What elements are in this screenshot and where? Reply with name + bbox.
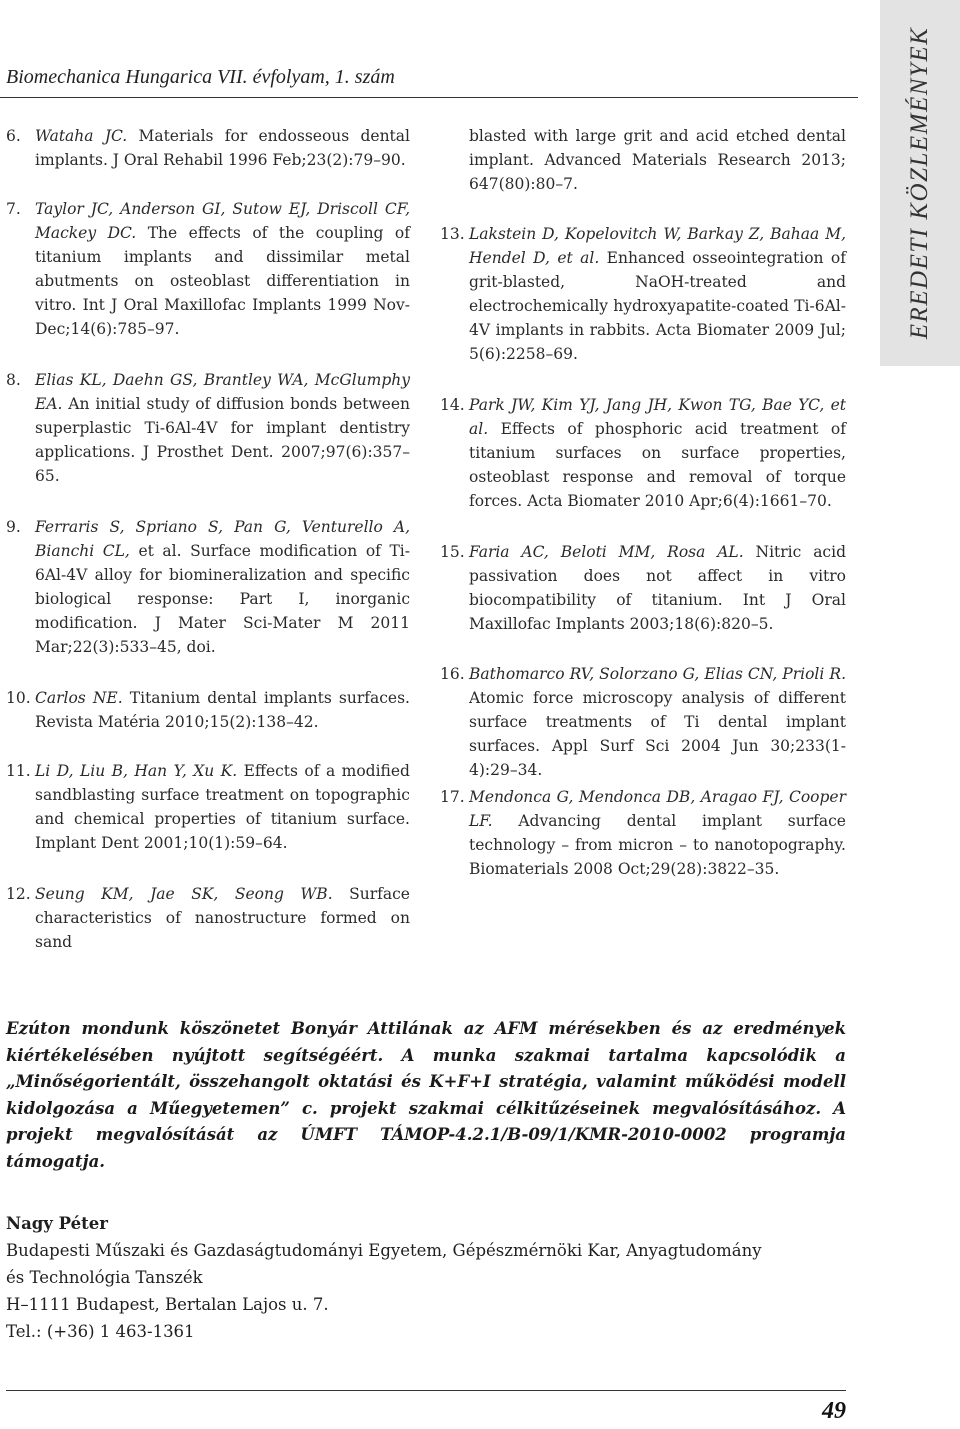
reference-number: 16. [440, 665, 465, 683]
author-contact-block [6, 1210, 846, 1345]
author-address: H–1111 Budapest, Bertalan Lajos u. 7. [6, 1295, 329, 1314]
reference-authors: Lakstein D, Kopelovitch W, Barkay Z, Bahaa M, Hendel D, et al. [469, 225, 846, 267]
reference-number: 17. [440, 788, 465, 806]
section-tab [880, 0, 960, 366]
reference-text: Effects of phosphoric acid treatment of titanium surfaces on surface properties, osteoblast response and removal of torque forces. Acta Biomater 2010 Apr;6(4):1661–70. [469, 420, 846, 510]
reference-text: Materials for endosseous dental implants. J Oral Rehabil 1996 Feb;23(2):79–90. [35, 127, 410, 169]
journal-running-head: Biomechanica Hungarica VII. évfolyam, 1. szám [6, 66, 395, 88]
reference-item [440, 393, 846, 513]
page-number: 49 [822, 1398, 846, 1424]
reference-text: Nitric acid passivation does not affect in vitro biocompatibility of titanium. Int J Oral Maxillofac Implants 2003;18(6):820–5. [469, 543, 846, 633]
reference-authors: Faria AC, Beloti MM, Rosa AL. [469, 543, 744, 561]
reference-authors: Li D, Liu B, Han Y, Xu K. [35, 762, 238, 780]
reference-text: Advancing dental implant surface technology – from micron – to nanotopography. Biomaterials 2008 Oct;29(28):3822–35. [469, 812, 846, 878]
reference-number: 10. [6, 689, 31, 707]
reference-number: 6. [6, 127, 21, 145]
reference-item [6, 882, 410, 954]
reference-authors: Park JW, Kim YJ, Jang JH, Kwon TG, Bae YC, et al. [469, 396, 846, 438]
reference-authors: Ferraris S, Spriano S, Pan G, Venturello A, Bianchi CL, [35, 518, 410, 560]
reference-authors: Seung KM, Jae SK, Seong WB. [35, 885, 333, 903]
reference-item [440, 785, 846, 881]
section-tab-label: EREDETI KÖZLEMÉNYEK [906, 26, 933, 340]
author-affiliation-continued: és Technológia Tanszék [6, 1268, 203, 1287]
reference-text: Effects of a modified sandblasting surface treatment on topographic and chemical properties of titanium surface. Implant Dent 2001;10(1):59–64. [35, 762, 410, 852]
author-name: Nagy Péter [6, 1214, 108, 1233]
footer-rule [6, 1390, 846, 1391]
reference-item [440, 222, 846, 366]
author-affiliation: Budapesti Műszaki és Gazdaságtudományi Egyetem, Gépészmérnöki Kar, Anyagtudomány [6, 1241, 762, 1260]
reference-item [6, 686, 410, 734]
reference-authors: Elias KL, Daehn GS, Brantley WA, McGlumphy EA. [35, 371, 410, 413]
reference-authors: Mendonca G, Mendonca DB, Aragao FJ, Cooper LF. [469, 788, 846, 830]
reference-number: 7. [6, 200, 21, 218]
reference-item [6, 368, 410, 488]
reference-authors: Carlos NE. [35, 689, 123, 707]
reference-number: 12. [6, 885, 31, 903]
reference-number: 11. [6, 762, 31, 780]
reference-item [6, 124, 410, 172]
reference-text: An initial study of diffusion bonds between superplastic Ti-6Al-4V for implant dentistry applications. J Prosthet Dent. 2007;97(6):357–65. [35, 395, 410, 485]
reference-text: blasted with large grit and acid etched dental implant. Advanced Materials Research 2013; 647(80):80–7. [469, 127, 846, 193]
reference-number: 14. [440, 396, 465, 414]
reference-text: Surface characteristics of nanostructure formed on sand [35, 885, 410, 951]
reference-continuation [440, 124, 846, 196]
reference-text: The effects of the coupling of titanium implants and dissimilar metal abutments on osteoblast differentiation in vitro. Int J Oral Maxillofac Implants 1999 Nov-Dec;14(6):785–97. [35, 224, 411, 338]
reference-number: 13. [440, 225, 465, 243]
reference-authors: Wataha JC. [35, 127, 128, 145]
acknowledgement-paragraph: Ezúton mondunk köszönetet Bonyár Attilának az AFM mérésekben és az eredmények kiértékelésében nyújtott segítségéért. A munka szakmai tartalma kapcsolódik a „Minőségorientált, összehangolt oktatási és K+F+I stratégia, valamint működési modell kidolgozása a Műegyetemen” c. projekt szakmai célkitűzéseinek megvalósításához. A projekt megvalósítását az ÚMFT TÁMOP-4.2.1/B-09/1/KMR-2010-0002 programja támogatja. [6, 1019, 846, 1171]
reference-authors: Taylor JC, Anderson GI, Sutow EJ, Driscoll CF, Mackey DC. [35, 200, 410, 242]
reference-number: 15. [440, 543, 465, 561]
reference-text: Enhanced osseointegration of grit-blasted, NaOH-treated and electrochemically hydroxyapatite-coated Ti-6Al-4V implants in rabbits. Acta Biomater 2009 Jul; 5(6):2258–69. [469, 249, 846, 363]
reference-item [6, 759, 410, 855]
header-rule [0, 97, 858, 98]
reference-item [6, 515, 410, 659]
author-phone: Tel.: (+36) 1 463-1361 [6, 1322, 195, 1341]
reference-item [6, 197, 410, 341]
reference-text: Atomic force microscopy analysis of different surface treatments of Ti dental implant surfaces. Appl Surf Sci 2004 Jun 30;233(1-4):29–34. [469, 689, 846, 779]
reference-item [440, 662, 846, 782]
reference-text: et al. Surface modification of Ti-6Al-4V alloy for biomineralization and specific biological response: Part I, inorganic modification. J Mater Sci-Mater M 2011 Mar;22(3):533–45, doi. [35, 542, 410, 656]
reference-number: 8. [6, 371, 21, 389]
reference-item [440, 540, 846, 636]
reference-text: Titanium dental implants surfaces. Revista Matéria 2010;15(2):138–42. [35, 689, 410, 731]
reference-number: 9. [6, 518, 21, 536]
reference-authors: Bathomarco RV, Solorzano G, Elias CN, Prioli R. [469, 665, 846, 683]
